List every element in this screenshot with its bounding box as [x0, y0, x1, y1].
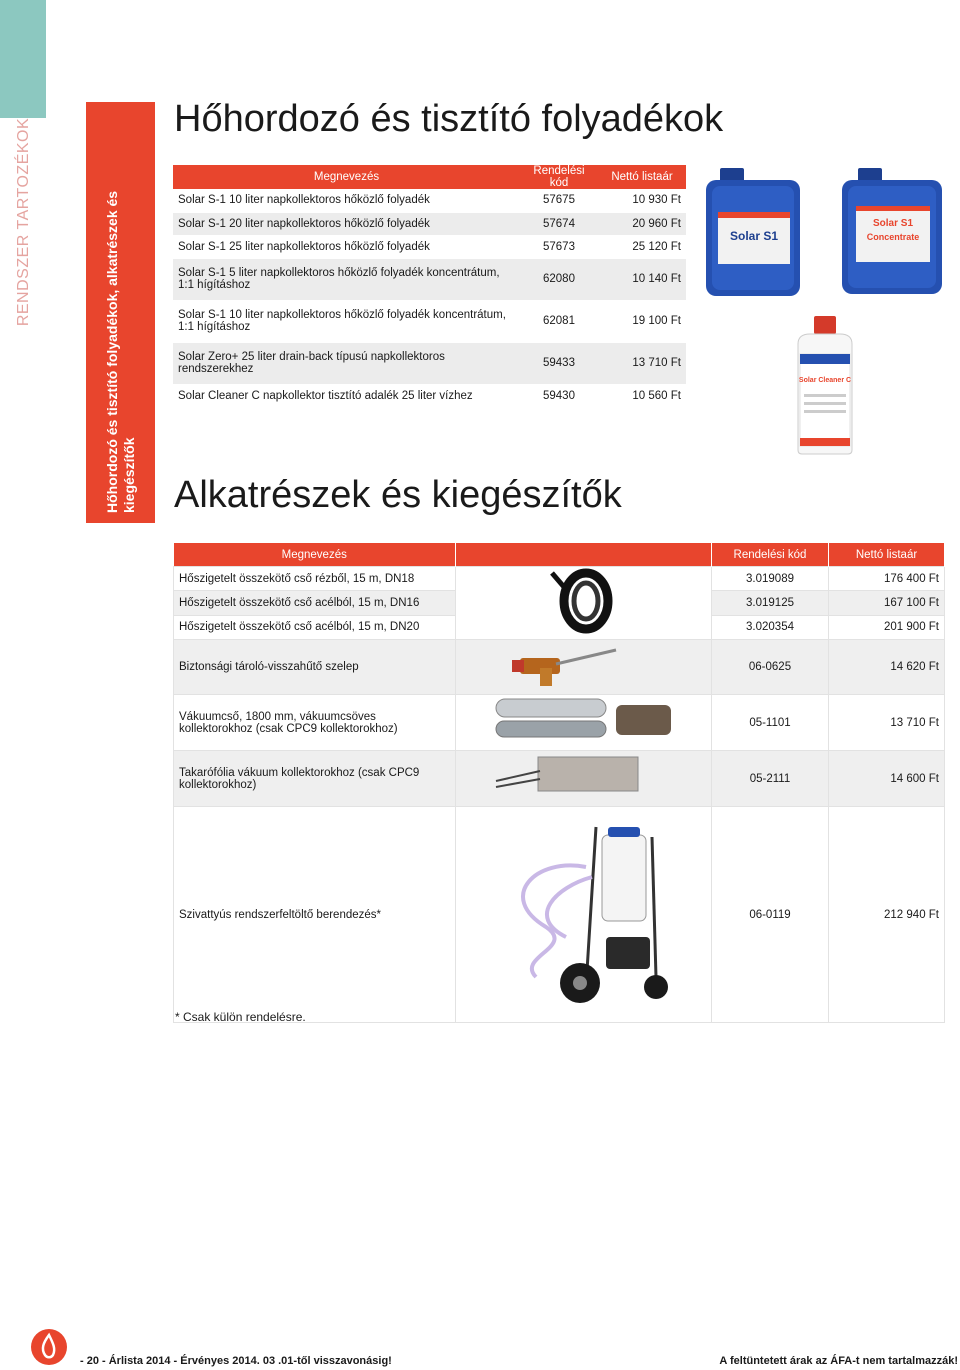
- row-price: 167 100 Ft: [829, 591, 945, 615]
- row-code: 62081: [520, 300, 598, 342]
- row-name: Hőszigetelt összekötő cső rézből, 15 m, DN18: [174, 567, 456, 591]
- col-header-price: Nettó listaár: [598, 165, 686, 189]
- row-code: 06-0625: [712, 640, 829, 695]
- side-category-label: RENDSZER TARTOZÉKOK: [15, 117, 32, 327]
- row-name: Solar S-1 10 liter napkollektoros hőközlő folyadék koncentrátum, 1:1 hígításhoz: [173, 300, 520, 342]
- solar-cleaner-bottle-image: [790, 314, 860, 456]
- row-price: 13 710 Ft: [829, 695, 945, 751]
- table-row: [174, 640, 945, 695]
- can2-label-1: Solar S1: [872, 218, 914, 229]
- row-name: Hőszigetelt összekötő cső acélból, 15 m, DN16: [174, 591, 456, 615]
- row-code: 59430: [520, 384, 598, 407]
- table-header-row: [174, 543, 945, 567]
- page-footer: [0, 1325, 960, 1369]
- row-name: Takarófólia vákuum kollektorokhoz (csak CPC9 kollektorokhoz): [174, 751, 456, 807]
- row-code: 3.019125: [712, 591, 829, 615]
- row-price: 14 600 Ft: [829, 751, 945, 807]
- table-row: [173, 258, 686, 300]
- table-row: [174, 695, 945, 751]
- row-price: 13 710 Ft: [598, 342, 686, 384]
- row-name: Solar S-1 10 liter napkollektoros hőközlő folyadék: [173, 189, 520, 212]
- row-code: 59433: [520, 342, 598, 384]
- row-name: Solar S-1 20 liter napkollektoros hőközlő folyadék: [173, 212, 520, 235]
- row-name: Solar S-1 25 liter napkollektoros hőközlő folyadék: [173, 235, 520, 258]
- row-price: 176 400 Ft: [829, 567, 945, 591]
- row-code: 3.019089: [712, 567, 829, 591]
- row-code: 05-1101: [712, 695, 829, 751]
- pump-station-image-cell: [456, 807, 712, 1023]
- cover-foil-image-cell: [456, 751, 712, 807]
- table-row: [174, 751, 945, 807]
- vacuum-tube-image-cell: [456, 695, 712, 751]
- valve-image-cell: [456, 640, 712, 695]
- top-accent-bar: [0, 0, 46, 118]
- col-header-image: [456, 543, 712, 567]
- footer-pricelist-text: - 20 - Árlista 2014 - Érvényes 2014. 03 .01-től visszavonásig!: [80, 1355, 392, 1367]
- row-name: Biztonsági tároló-visszahűtő szelep: [174, 640, 456, 695]
- col-header-code: Rendelési kód: [520, 165, 598, 189]
- solar-s1-canister-image: [702, 166, 804, 300]
- heading-parts: Alkatrészek és kiegészítők: [174, 474, 622, 516]
- section-tab-label: Hőhordozó és tisztító folyadékok, alkatrészek és kiegészítők: [103, 190, 137, 513]
- table-row: [173, 189, 686, 212]
- row-price: 10 930 Ft: [598, 189, 686, 212]
- table-header-row: [173, 165, 686, 189]
- row-price: 14 620 Ft: [829, 640, 945, 695]
- vacuum-tube-image: [456, 695, 711, 747]
- row-name: Solar Zero+ 25 liter drain-back típusú napkollektoros rendszerekhez: [173, 342, 520, 384]
- row-price: 19 100 Ft: [598, 300, 686, 342]
- row-price: 10 140 Ft: [598, 258, 686, 300]
- row-price: 25 120 Ft: [598, 235, 686, 258]
- bottle-label: Solar Cleaner C: [798, 377, 852, 384]
- col-header-name: Megnevezés: [173, 165, 520, 189]
- fluids-table: [173, 165, 686, 408]
- row-code: 57675: [520, 189, 598, 212]
- row-code: 06-0119: [712, 807, 829, 1023]
- filling-pump-station-image: [456, 807, 711, 1019]
- col-header-name: Megnevezés: [174, 543, 456, 567]
- row-code: 57674: [520, 212, 598, 235]
- insulated-pipe-coil-image: [456, 567, 711, 636]
- can1-label: Solar S1: [729, 229, 779, 243]
- section-tab: [86, 102, 155, 523]
- row-code: 3.020354: [712, 615, 829, 639]
- table-row: [173, 300, 686, 342]
- row-code: 62080: [520, 258, 598, 300]
- row-price: 212 940 Ft: [829, 807, 945, 1023]
- row-name: Vákuumcső, 1800 mm, vákuumcsöves kollektorokhoz (csak CPC9 kollektorokhoz): [174, 695, 456, 751]
- table-row: [173, 235, 686, 258]
- footer-vat-note: A feltüntetett árak az ÁFA-t nem tartalmazzák!: [719, 1355, 958, 1367]
- row-code: 57673: [520, 235, 598, 258]
- row-name: Solar S-1 5 liter napkollektoros hőközlő folyadék koncentrátum, 1:1 hígításhoz: [173, 258, 520, 300]
- table-row: [173, 342, 686, 384]
- table-row: [173, 384, 686, 407]
- heading-fluids: Hőhordozó és tisztító folyadékok: [174, 98, 724, 140]
- col-header-price: Nettó listaár: [829, 543, 945, 567]
- can2-label-2: Concentrate: [866, 232, 920, 242]
- table-row: [173, 212, 686, 235]
- row-price: 10 560 Ft: [598, 384, 686, 407]
- row-name: Hőszigetelt összekötő cső acélból, 15 m, DN20: [174, 615, 456, 639]
- row-code: 05-2111: [712, 751, 829, 807]
- table-row: [174, 807, 945, 1023]
- row-name: Szivattyús rendszerfeltöltő berendezés*: [174, 807, 456, 1023]
- pipe-coil-image-cell: [456, 567, 712, 640]
- safety-valve-image: [456, 640, 711, 691]
- parts-table: [173, 543, 945, 1023]
- row-price: 20 960 Ft: [598, 212, 686, 235]
- col-header-code: Rendelési kód: [712, 543, 829, 567]
- cover-foil-image: [456, 751, 711, 803]
- solar-s1-concentrate-canister-image: [838, 166, 946, 300]
- row-name: Solar Cleaner C napkollektor tisztító adalék 25 liter vízhez: [173, 384, 520, 407]
- brand-logo-icon: [31, 1329, 67, 1365]
- table-row: [174, 567, 945, 591]
- footnote: * Csak külön rendelésre.: [175, 1010, 306, 1024]
- row-price: 201 900 Ft: [829, 615, 945, 639]
